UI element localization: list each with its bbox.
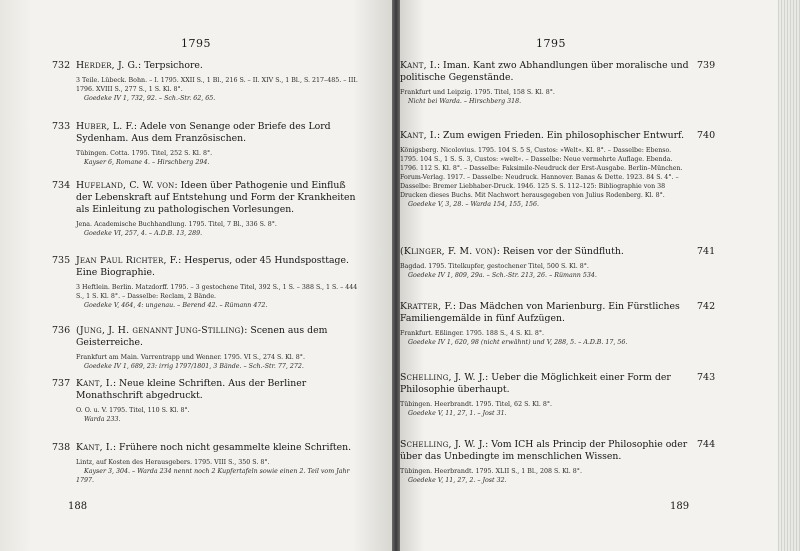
entry-739: Kant, I.: Iman. Kant zwo Abhandlungen über moralische und politische Gegenstände. Frankfurt und Leipzig. 1795. Titel, 158 S. Kl. 8°. Nicht bei Warda. – Hirschberg 318. 739	[400, 60, 716, 105]
entry-738: 738 Kant, I.: Frühere noch nicht gesammelte kleine Schriften. Lintz, auf Kosten des Herausgebers. 1795. VIII S., 350 S. 8°. Kayser 3, 304. – Warda 234 nennt noch 2 Kupfertafeln sowie einen 2. Teil vom Jahr 1797.	[52, 442, 352, 484]
entry-number: 733	[52, 121, 71, 132]
entry-details: Jena. Academische Buchhandlung. 1795. Titel, 7 Bl., 336 S. 8°.	[76, 221, 277, 228]
entry-733: 733 Huber, L. F.: Adele von Senange oder Briefe des Lord Sydenham. Aus dem Französischen. Tübingen. Cotta. 1795. Titel, 252 S. Kl. 8°. Kayser 6, Romane 4. – Hirschberg 294.	[52, 121, 331, 166]
left-running-head-year: 1795	[181, 37, 211, 50]
entry-number: 740	[697, 130, 716, 141]
entry-734: 734 Hufeland, C. W. von: Ideen über Pathogenie und Einfluß der Lebenskraft auf Entstehung und Form der Krankheiten als Einleitung zu pathologischen Vorlesungen. Jena. Academische Buchhandlung. 1795. Titel, 7 Bl., 336 S. 8°. Goedeke VI, 257, 4. – A.D.B. 13, 289.	[52, 180, 356, 237]
entry-details: Lintz, auf Kosten des Herausgebers. 1795. VIII S., 350 S. 8°.	[76, 459, 270, 466]
entry-details: Tübingen. Cotta. 1795. Titel, 252 S. Kl. 8°.	[76, 150, 213, 157]
entry-details: Frankfurt und Leipzig. 1795. Titel, 158 S. Kl. 8°.	[400, 89, 555, 96]
entry-details: Frankfurt am Main. Varrentrapp und Wenner. 1795. VI S., 274 S. Kl. 8°.	[76, 354, 305, 361]
entry-title: Terpsichore.	[144, 60, 203, 71]
entry-author: Huber, L. F.	[76, 121, 134, 132]
entry-author: Hufeland, C. W. von	[76, 180, 175, 191]
entry-details: Frankfurt. Eßlinger. 1795. 188 S., 4 S. Kl. 8°.	[400, 330, 545, 337]
entry-details: O. O. u. V. 1795. Titel, 110 S. Kl. 8°.	[76, 407, 190, 414]
entry-details: Tübingen. Heerbrandt. 1795. XLII S., 1 Bl., 208 S. Kl. 8°.	[400, 468, 582, 475]
entry-737: 737 Kant, I.: Neue kleine Schriften. Aus der Berliner Monathschrift abgedruckt. O. O. u. V. 1795. Titel, 110 S. Kl. 8°. Warda 233.	[52, 378, 307, 423]
entry-details: Bagdad. 1795. Titelkupfer, gestochener Titel, 500 S. Kl. 8°.	[400, 263, 589, 270]
entry-details: Königsberg. Nicolovius. 1795. 104 S. 5 S, Custos: »Welt«. Kl. 8°. – Dasselbe: Ebenso. 1795. 104 S., 1 S. S. 3, Custos: »welt«. – Dasselbe: Neue vermehrte Auflage. Ebenda. 1796. 112 S. Kl. 8°. – Dasselbe: Faksimile-Neudruck der Erst-Ausgabe. Berlin–München. Forum-Verlag. 1917. – Dasselbe: Neudruck. Hannover. Banas & Dette. 1923. 84 S. 4°. – Dasselbe: Bremer Liebhaber-Druck. 1946. 125 S. S. 112–125: Bibliographie von 38 Drucken dieses Buchs. Mit Nachwort herausgegeben von Julius Rodenberg. Kl. 8°.	[400, 147, 683, 199]
entry-number: 732	[52, 60, 71, 71]
entry-reference: Kayser 6, Romane 4. – Hirschberg 294.	[84, 159, 210, 166]
entry-author: Kant, I.	[400, 130, 437, 141]
entry-details: 3 Teile. Lübeck. Bohn. – I. 1795. XXII S., 1 Bl., 216 S. – II. XIV S., 1 Bl., S. 217–485. – III. 1796. XVIII S., 277 S., 1 S. Kl. 8°.	[76, 77, 358, 93]
entry-title: Ueber die Möglichkeit einer Form der Philosophie überhaupt.	[400, 372, 671, 395]
entry-number: 737	[52, 378, 71, 389]
entry-author: Herder, J. G.	[76, 60, 138, 71]
entry-author: (Jung, J. H. genannt Jung-Stilling)	[76, 325, 245, 336]
entry-author: Kant, I.	[400, 60, 437, 71]
entry-number: 741	[697, 246, 716, 257]
entry-number: 743	[697, 372, 716, 383]
entry-reference: Warda 233.	[84, 416, 121, 423]
entry-reference: Goedeke IV 1, 809, 29a. – Sch.-Str. 213, 26. – Rümann 534.	[408, 272, 597, 279]
right-page	[400, 0, 800, 551]
entry-title: Hesperus, oder 45 Hundsposttage. Eine Biographie.	[76, 255, 349, 278]
entry-reference: Goedeke IV 1, 732, 92. – Sch.-Str. 62, 65.	[84, 95, 216, 102]
entry-743: Schelling, J. W. J.: Ueber die Möglichkeit einer Form der Philosophie überhaupt. Tübingen. Heerbrandt. 1795. Titel, 62 S. Kl. 8°. Goedeke V, 11, 27, 1. – Jost 31. 743	[400, 372, 716, 417]
entry-740: Kant, I.: Zum ewigen Frieden. Ein philosophischer Entwurf. Königsberg. Nicolovius. 1795. 104 S. 5 S, Custos: »Welt«. Kl. 8°. – Dasselbe: Ebenso. 1795. 104 S., 1 S. S. 3, Custos: »welt«. – Dasselbe: Neue vermehrte Auflage. Ebenda. 1796. 112 S. Kl. 8°. – Dasselbe: Faksimile-Neudruck der Erst-Ausgabe. Berlin–München. Forum-Verlag. 1917. – Dasselbe: Neudruck. Hannover. Banas & Dette. 1923. 84 S. 4°. – Dasselbe: Bremer Liebhaber-Druck. 1946. 125 S. S. 112–125: Bibliographie von 38 Drucken dieses Buchs. Mit Nachwort herausgegeben von Julius Rodenberg. Kl. 8°. Goedeke V, 3, 28. – Warda 154, 155, 156. 740	[400, 130, 716, 208]
entry-title: Neue kleine Schriften. Aus der Berliner Monathschrift abgedruckt.	[76, 378, 307, 401]
entry-title: Das Mädchen von Marienburg. Ein Fürstliches Familiengemälde in fünf Aufzügen.	[400, 301, 680, 324]
entry-reference: Goedeke V, 3, 28. – Warda 154, 155, 156.	[408, 201, 540, 208]
entry-reference: Goedeke V, 11, 27, 2. – Jost 32.	[408, 477, 507, 484]
entry-number: 744	[697, 439, 716, 450]
entry-title: Reisen vor der Sündfluth.	[502, 246, 624, 257]
entry-author: Kant, I.	[76, 378, 113, 389]
entry-744: Schelling, J. W. J.: Vom ICH als Princip der Philosophie oder über das Unbedingte im menschlichen Wissen. Tübingen. Heerbrandt. 1795. XLII S., 1 Bl., 208 S. Kl. 8°. Goedeke V, 11, 27, 2. – Jost 32. 744	[400, 439, 716, 484]
entry-742: Kratter, F.: Das Mädchen von Marienburg. Ein Fürstliches Familiengemälde in fünf Aufzügen. Frankfurt. Eßlinger. 1795. 188 S., 4 S. Kl. 8°. Goedeke IV 1, 620, 98 (nicht erwähnt) und V, 288, 5. – A.D.B. 17, 56. 742	[400, 301, 716, 346]
entry-736: 736 (Jung, J. H. genannt Jung-Stilling): Scenen aus dem Geisterreiche. Frankfurt am Main. Varrentrapp und Wenner. 1795. VI S., 274 S. Kl. 8°. Goedeke IV 1, 689, 23: irrig 1797/1801, 3 Bände. – Sch.-Str. 77, 272.	[52, 325, 328, 370]
entry-author: Schelling, J. W. J.	[400, 372, 486, 383]
right-page-folio: 189	[670, 501, 690, 512]
entry-reference: Goedeke V, 11, 27, 1. – Jost 31.	[408, 410, 507, 417]
entry-reference: Goedeke V, 464, 4: ungenau. – Berend 42. – Rümann 472.	[84, 302, 268, 309]
entry-author: (Klinger, F. M. von)	[400, 246, 497, 257]
entry-reference: Goedeke IV 1, 620, 98 (nicht erwähnt) und V, 288, 5. – A.D.B. 17, 56.	[408, 339, 628, 346]
entry-reference: Goedeke VI, 257, 4. – A.D.B. 13, 289.	[84, 230, 203, 237]
left-page-folio: 188	[68, 501, 88, 512]
entry-title: Frühere noch nicht gesammelte kleine Schriften.	[119, 442, 352, 453]
entry-number: 742	[697, 301, 716, 312]
page-edge-shadow	[778, 0, 800, 551]
book-gutter	[392, 0, 400, 551]
entry-details: Tübingen. Heerbrandt. 1795. Titel, 62 S. Kl. 8°.	[400, 401, 553, 408]
entry-title: Scenen aus dem Geisterreiche.	[76, 325, 328, 348]
entry-title: Zum ewigen Frieden. Ein philosophischer Entwurf.	[443, 130, 685, 141]
entry-number: 734	[52, 180, 71, 191]
entry-735: 735 Jean Paul Richter, F.: Hesperus, oder 45 Hundsposttage. Eine Biographie. 3 Heftlein. Berlin. Matzdorff. 1795. – 3 gestochene Titel, 392 S., 1 S. – 388 S., 1 S. – 444 S., 1 S. Kl. 8°. – Dasselbe: Reclam, 2 Bände. Goedeke V, 464, 4: ungenau. – Berend 42. – Rümann 472.	[52, 255, 358, 309]
entry-author: Kratter, F.	[400, 301, 453, 312]
entry-number: 738	[52, 442, 71, 453]
entry-number: 736	[52, 325, 71, 336]
entry-title: Adele von Senange oder Briefe des Lord Sydenham. Aus dem Französischen.	[76, 121, 331, 144]
entry-number: 735	[52, 255, 71, 266]
entry-number: 739	[697, 60, 716, 71]
entry-author: Jean Paul Richter, F.	[76, 255, 179, 266]
entry-title: Vom ICH als Princip der Philosophie oder über das Unbedingte im menschlichen Wissen.	[400, 439, 688, 462]
entry-title: Ideen über Pathogenie und Einfluß der Lebenskraft auf Entstehung und Form der Krankheiten als Einleitung zu pathologischen Vorlesungen.	[76, 180, 356, 215]
left-page	[0, 0, 392, 551]
right-running-head-year: 1795	[536, 37, 566, 50]
entry-reference: Goedeke IV 1, 689, 23: irrig 1797/1801, 3 Bände. – Sch.-Str. 77, 272.	[84, 363, 304, 370]
entry-741: (Klinger, F. M. von): Reisen vor der Sündfluth. Bagdad. 1795. Titelkupfer, gestochener Titel, 500 S. Kl. 8°. Goedeke IV 1, 809, 29a. – Sch.-Str. 213, 26. – Rümann 534. 741	[400, 246, 716, 279]
entry-reference: Nicht bei Warda. – Hirschberg 318.	[408, 98, 522, 105]
entry-author: Schelling, J. W. J.	[400, 439, 486, 450]
entry-732: 732 Herder, J. G.: Terpsichore. 3 Teile. Lübeck. Bohn. – I. 1795. XXII S., 1 Bl., 216 S. – II. XIV S., 1 Bl., S. 217–485. – III. 1796. XVIII S., 277 S., 1 S. Kl. 8°. Goedeke IV 1, 732, 92. – Sch.-Str. 62, 65.	[52, 60, 358, 102]
entry-reference: Kayser 3, 304. – Warda 234 nennt noch 2 Kupfertafeln sowie einen 2. Teil vom Jahr 1797.	[76, 468, 350, 484]
entry-author: Kant, I.	[76, 442, 113, 453]
entry-title: Iman. Kant zwo Abhandlungen über moralische und politische Gegenstände.	[400, 60, 689, 83]
entry-details: 3 Heftlein. Berlin. Matzdorff. 1795. – 3 gestochene Titel, 392 S., 1 S. – 388 S., 1 S. – 444 S., 1 S. Kl. 8°. – Dasselbe: Reclam, 2 Bände.	[76, 284, 358, 300]
